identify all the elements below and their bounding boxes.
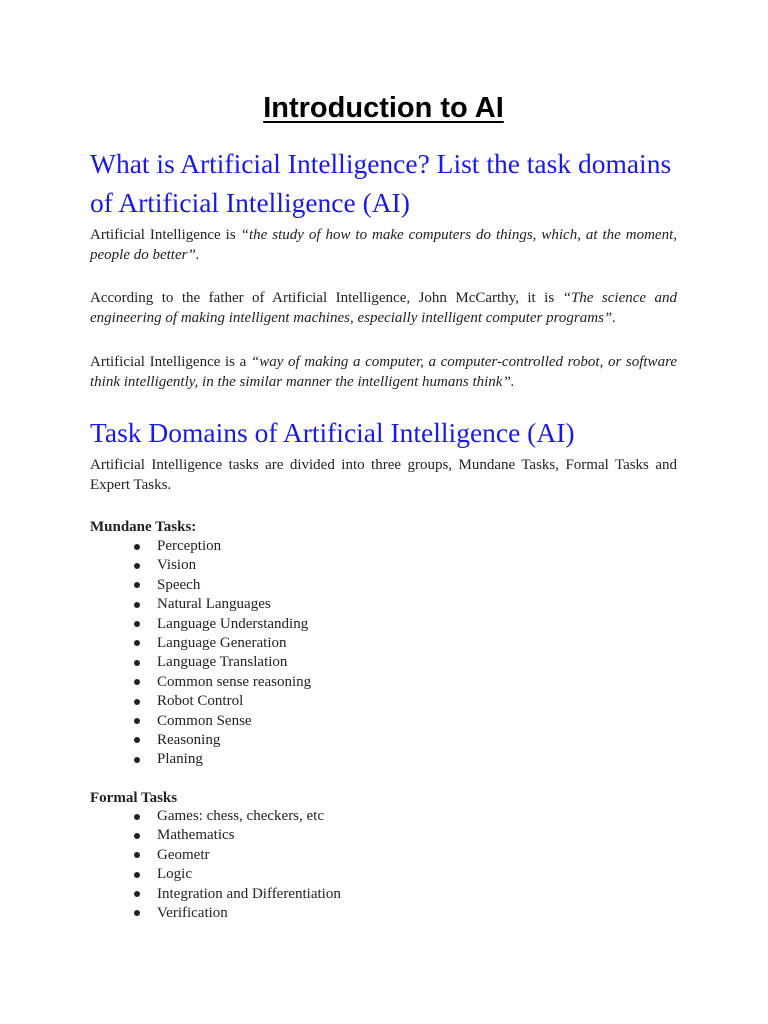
bullet-icon [134, 737, 140, 743]
list-item: Integration and Differentiation [130, 885, 341, 904]
definition-paragraph-3 [90, 353, 677, 392]
list-item: Vision [130, 556, 311, 575]
bullet-icon [134, 872, 140, 878]
list-item: Verification [130, 904, 341, 923]
bullet-icon [134, 563, 140, 569]
list-item: Speech [130, 576, 311, 595]
definition-paragraph-2 [90, 289, 677, 328]
bullet-icon [134, 833, 140, 839]
bullet-icon [134, 660, 140, 666]
bullet-icon [134, 852, 140, 858]
mundane-tasks-list [130, 537, 311, 770]
bullet-icon [134, 891, 140, 897]
definition-3-text: Artificial Intelligence is a [90, 354, 251, 370]
definition-3-quote: “way of making a computer, a computer-controlled robot, or software think intelligently, in the similar manner the intelligent humans think”. [90, 354, 678, 390]
bullet-icon [134, 757, 140, 763]
bullet-icon [134, 814, 140, 820]
definition-1-quote: “the study of how to make computers do things, which, at the moment, people do better”. [90, 227, 678, 263]
bullet-icon [134, 544, 140, 550]
definition-paragraph-1 [90, 226, 677, 265]
bullet-icon [134, 718, 140, 724]
list-item: Natural Languages [130, 595, 311, 614]
list-item: Language Understanding [130, 615, 311, 634]
bullet-icon [134, 602, 140, 608]
list-item: Geometr [130, 846, 341, 865]
list-item: Language Translation [130, 653, 311, 672]
section-heading-task-domains: Task Domains of Artificial Intelligence (AI) [90, 417, 575, 448]
definition-1-text: Artificial Intelligence is [90, 227, 241, 243]
list-item: Logic [130, 865, 341, 884]
page-title: Introduction to AI [263, 92, 504, 124]
formal-tasks-label: Formal Tasks [90, 790, 178, 806]
list-item: Perception [130, 537, 311, 556]
list-item: Common sense reasoning [130, 673, 311, 692]
bullet-icon [134, 679, 140, 685]
list-item: Reasoning [130, 731, 311, 750]
list-item: Mathematics [130, 826, 341, 845]
bullet-icon [134, 910, 140, 916]
formal-tasks-list [130, 807, 341, 923]
bullet-icon [134, 582, 140, 588]
list-item: Games: chess, checkers, etc [130, 807, 341, 826]
definition-2-text: According to the father of Artificial Intelligence, John McCarthy, it is [90, 290, 563, 306]
section-heading-what-is-ai: What is Artificial Intelligence? List the task domains of Artificial Intelligence (AI) [90, 148, 672, 218]
list-item: Language Generation [130, 634, 311, 653]
mundane-tasks-label: Mundane Tasks: [90, 519, 197, 535]
bullet-icon [134, 621, 140, 627]
list-item: Planing [130, 750, 311, 769]
bullet-icon [134, 699, 140, 705]
bullet-icon [134, 640, 140, 646]
definition-2-quote: “The science and engineering of making intelligent machines, especially intelligent computer programs”. [90, 290, 677, 326]
list-item: Common Sense [130, 712, 311, 731]
task-domains-intro: Artificial Intelligence tasks are divided into three groups, Mundane Tasks, Formal Tasks and Expert Tasks. [90, 457, 677, 493]
list-item: Robot Control [130, 692, 311, 711]
